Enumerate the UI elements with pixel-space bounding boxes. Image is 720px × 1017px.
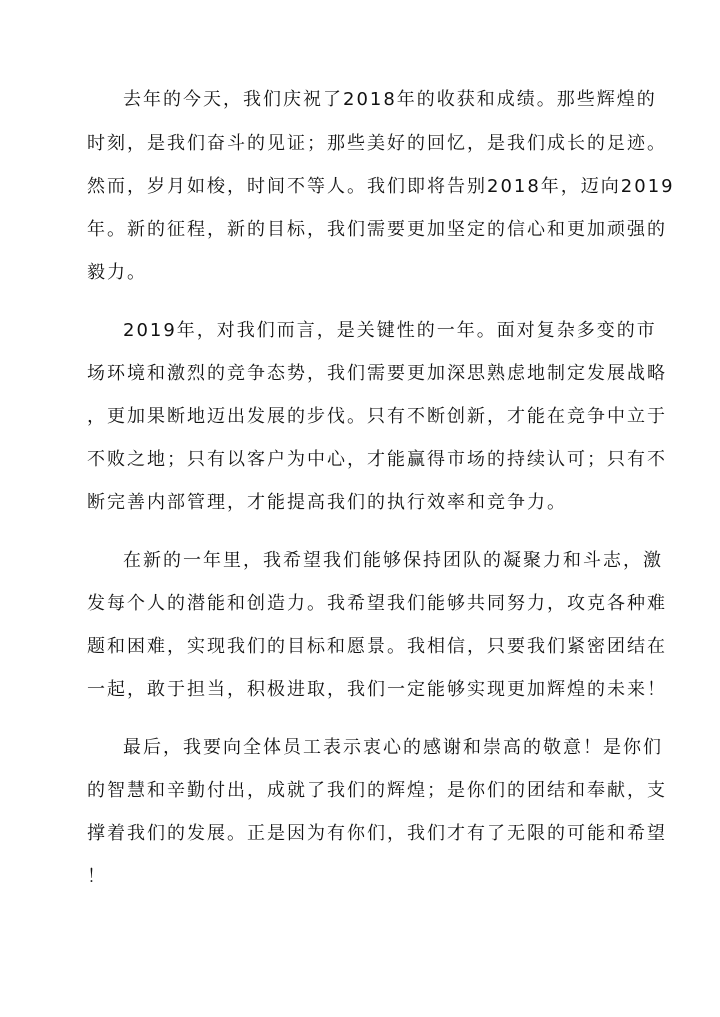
text-line: 断完善内部管理，才能提高我们的执行效率和竞争力。	[87, 492, 567, 513]
text-line: ，更加果断地迈出发展的步伐。只有不断创新，才能在竞争中立于	[87, 406, 667, 427]
text-line: 2019年，对我们而言，是关键性的一年。面对复杂多变的市	[123, 320, 657, 341]
text-line: 最后，我要向全体员工表示衷心的感谢和崇高的敬意！是你们	[123, 737, 663, 758]
text-line: 一起，敢于担当，积极进取，我们一定能够实现更加辉煌的未来！	[87, 679, 667, 700]
text-line: 去年的今天，我们庆祝了2018年的收获和成绩。那些辉煌的	[123, 89, 657, 110]
text-line: 毅力。	[87, 262, 147, 283]
text-line: ！	[87, 866, 107, 887]
text-line: 不败之地；只有以客户为中心，才能赢得市场的持续认可；只有不	[87, 449, 667, 470]
text-line: 的智慧和辛勤付出，成就了我们的辉煌；是你们的团结和奉献，支	[87, 780, 667, 801]
text-line: 发每个人的潜能和创造力。我希望我们能够共同努力，攻克各种难	[87, 593, 667, 614]
text-line: 年。新的征程，新的目标，我们需要更加坚定的信心和更加顽强的	[87, 219, 667, 240]
text-line: 然而，岁月如梭，时间不等人。我们即将告别2018年，迈向2019	[87, 176, 675, 197]
text-line: 撑着我们的发展。正是因为有你们，我们才有了无限的可能和希望	[87, 823, 667, 844]
text-line: 题和困难，实现我们的目标和愿景。我相信，只要我们紧密团结在	[87, 636, 667, 657]
text-line: 在新的一年里，我希望我们能够保持团队的凝聚力和斗志，激	[123, 550, 663, 571]
text-line: 时刻，是我们奋斗的见证；那些美好的回忆，是我们成长的足迹。	[87, 133, 667, 154]
text-line: 场环境和激烈的竞争态势，我们需要更加深思熟虑地制定发展战略	[87, 363, 667, 384]
